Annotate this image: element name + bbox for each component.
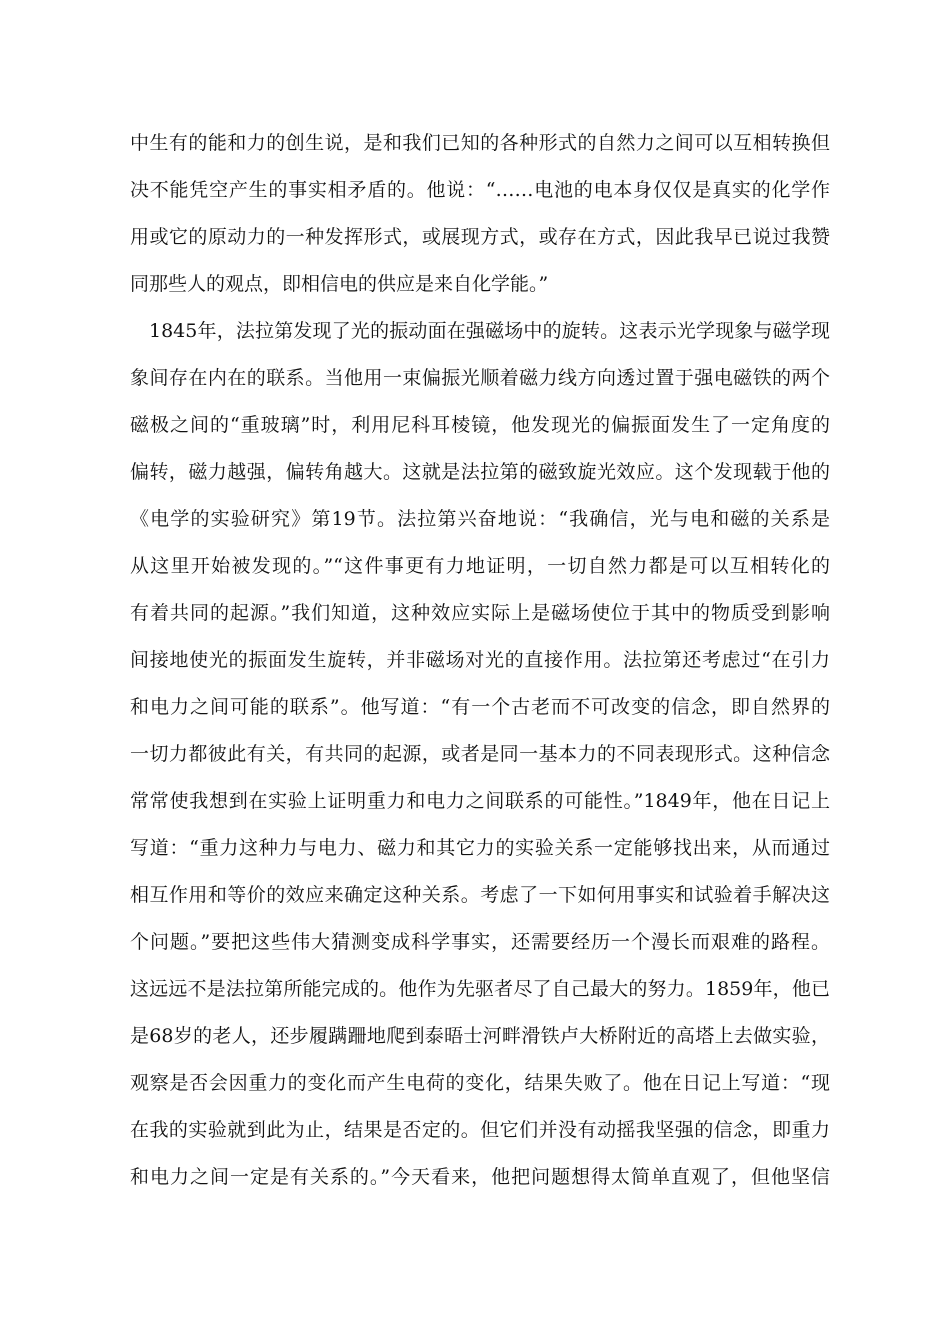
text-line: 和电力之间一定是有关系的。”今天看来，他把问题想得太简单直观了，但他坚信: [130, 1166, 830, 1188]
text-line: 和电力之间可能的联系”。他写道：“有一个古老而不可改变的信念，即自然界的: [130, 696, 830, 718]
text-line: 在我的实验就到此为止，结果是否定的。但它们并没有动摇我坚强的信念，即重力: [130, 1119, 830, 1141]
text-line: 相互作用和等价的效应来确定这种关系。考虑了一下如何用事实和试验着手解决这: [130, 884, 830, 906]
text-line: 常常使我想到在实验上证明重力和电力之间联系的可能性。”1849年，他在日记上: [130, 790, 830, 812]
text-line: 偏转，磁力越强，偏转角越大。这就是法拉第的磁致旋光效应。这个发现载于他的: [130, 461, 830, 483]
text-line: 是68岁的老人，还步履蹒跚地爬到泰晤士河畔滑铁卢大桥附近的高塔上去做实验，: [130, 1025, 830, 1047]
text-line: 写道：“重力这种力与电力、磁力和其它力的实验关系一定能够找出来，从而通过: [130, 837, 830, 859]
text-line: 《电学的实验研究》第19节。法拉第兴奋地说：“我确信，光与电和磁的关系是: [130, 508, 830, 530]
text-line: 同那些人的观点，即相信电的供应是来自化学能。”: [130, 273, 549, 295]
text-line: 从这里开始被发现的。”“这件事更有力地证明，一切自然力都是可以互相转化的: [130, 555, 830, 577]
text-line: 决不能凭空产生的事实相矛盾的。他说：“……电池的电本身仅仅是真实的化学作: [130, 179, 830, 201]
text-line: 1845年，法拉第发现了光的振动面在强磁场中的旋转。这表示光学现象与磁学现: [149, 320, 830, 342]
text-line: 象间存在内在的联系。当他用一束偏振光顺着磁力线方向透过置于强电磁铁的两个: [130, 367, 830, 389]
text-line: 中生有的能和力的创生说，是和我们已知的各种形式的自然力之间可以互相转换但: [130, 132, 830, 154]
body-text: [130, 120, 830, 1201]
text-line: 一切力都彼此有关，有共同的起源，或者是同一基本力的不同表现形式。这种信念: [130, 743, 830, 765]
text-line: 磁极之间的“重玻璃”时，利用尼科耳棱镜，他发现光的偏振面发生了一定角度的: [130, 414, 830, 436]
text-line: 间接地使光的振面发生旋转，并非磁场对光的直接作用。法拉第还考虑过“在引力: [130, 649, 830, 671]
text-line: 这远远不是法拉第所能完成的。他作为先驱者尽了自己最大的努力。1859年，他已: [130, 978, 830, 1000]
text-line: 用或它的原动力的一种发挥形式，或展现方式，或存在方式，因此我早已说过我赞: [130, 226, 830, 248]
text-line: 个问题。”要把这些伟大猜测变成科学事实，还需要经历一个漫长而艰难的路程。: [130, 931, 830, 953]
text-line: 观察是否会因重力的变化而产生电荷的变化，结果失败了。他在日记上写道：“现: [130, 1072, 830, 1094]
text-line: 有着共同的起源。”我们知道，这种效应实际上是磁场使位于其中的物质受到影响: [130, 602, 830, 624]
